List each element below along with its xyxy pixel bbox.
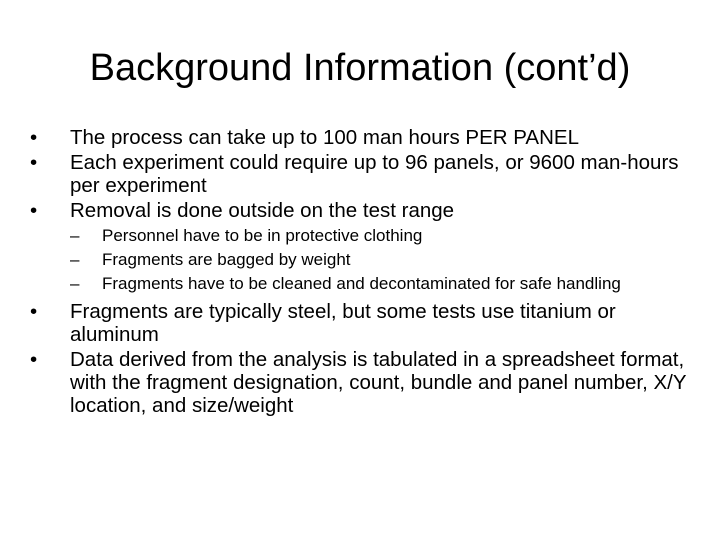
bullet-item bbox=[30, 126, 700, 149]
sub-bullet-text: Personnel have to be in protective clothing bbox=[102, 226, 423, 245]
sub-bullet-item bbox=[70, 250, 700, 270]
bullet-item bbox=[30, 300, 700, 346]
bullet-item bbox=[30, 199, 700, 294]
sub-bullet-marker: – bbox=[70, 274, 80, 293]
sub-bullet-list bbox=[70, 226, 700, 294]
bullet-text: The process can take up to 100 man hours PER PANEL bbox=[70, 126, 579, 149]
bullet-item bbox=[30, 151, 700, 197]
bullet-marker: • bbox=[30, 348, 38, 371]
sub-bullet-text: Fragments are bagged by weight bbox=[102, 250, 351, 269]
slide-title: Background Information (cont’d) bbox=[89, 47, 631, 89]
sub-bullet-item bbox=[70, 226, 700, 246]
sub-bullet-text: Fragments have to be cleaned and decontaminated for safe handling bbox=[102, 274, 621, 293]
bullet-marker: • bbox=[30, 300, 38, 323]
bullet-text: Removal is done outside on the test range bbox=[70, 199, 455, 222]
bullet-marker: • bbox=[30, 126, 38, 149]
bullet-marker: • bbox=[30, 151, 38, 174]
bullet-text: Data derived from the analysis is tabulated in a spreadsheet format, with the fragment designation, count, bundle and panel number, X/Y location, and size/weight bbox=[70, 348, 687, 417]
bullet-text: Fragments are typically steel, but some tests use titanium or aluminum bbox=[70, 300, 616, 346]
sub-bullet-marker: – bbox=[70, 250, 80, 269]
bullet-list bbox=[30, 126, 700, 419]
bullet-marker: • bbox=[30, 199, 38, 222]
sub-bullet-marker: – bbox=[70, 226, 80, 245]
sub-bullet-item bbox=[70, 274, 700, 294]
bullet-text: Each experiment could require up to 96 panels, or 9600 man-hours per experiment bbox=[70, 151, 679, 197]
bullet-item bbox=[30, 348, 700, 417]
